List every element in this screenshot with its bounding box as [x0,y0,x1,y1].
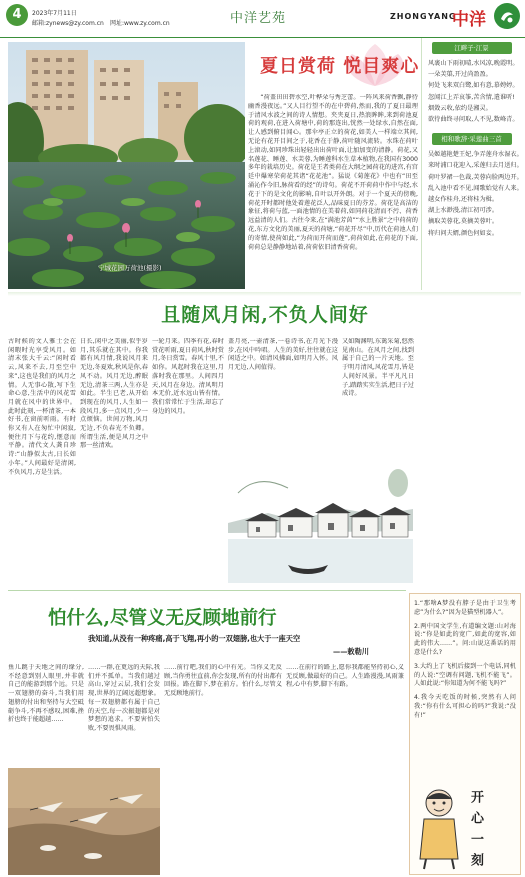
water-town-illustration [228,453,413,583]
article2-title: 且随风月闲,不负人间好 [161,304,369,326]
logo-icon [494,3,520,29]
poem-line: 风裹山下雨初晴,水风凉,晚霞明。 [428,60,519,67]
article3-column-1: 鱼儿跳于天地之间的缘分,不经意到别人眼里,并非就自己的能游到那个远。只是一双翅膀的奋斗,当我们用翅膀的付出和坚持与大空砥砺争斗,不再不感叹,困难,挫折也终于能超越…… [8,664,84,724]
poem-line: 将归问夫婿,颜色何如妾。 [428,229,499,237]
joke-item: 3.大约上了飞机后接到一个电话,同机的人说:“空调有问题,飞机不能飞”。人如此说:“你知道为何不能飞吗?” [414,662,516,688]
photo-caption: 宁城花园万荷池(摄影) [98,264,162,272]
poem-line: 吴姬越艳楚王妃,争弄莲舟水湿衣。 [428,151,523,159]
poem-sidebar [421,38,521,290]
cranes-photo [8,768,160,875]
lotus-pond-photo [8,42,245,289]
column-title: 中洋艺苑 [230,11,287,26]
paper-name-zhong: ZHONG [390,12,428,21]
page-header [0,0,525,38]
article2-column-1: 古时候的文人雅士会在闲暇时光享受风月。如清末张大千云:“闲时看云,风来不去,月至空中来”,这也是我们的风月之情。人无事心散,写下生命心意,生活中的风花雪月就在风中的世界中。此时此刻,一杯清茶,一本好书,在窗前听雨。有时你又有人在匆忙中闲寂,便往月下与花约,惬意而平静。清代文人龚自珍诗:“山静似太古,日长如小年。”人间最好是清闲,不负风月,方是生活。 [8,338,76,476]
cartoon-figure-icon [414,785,464,871]
article3-column-4: ……在前行的路上,愿你我都能坚持初心,义无反顾,做最好的自己。人生路漫漫,风雨兼程,心中有梦,脚下有路。 [286,664,404,689]
poem-line: 荷叶罗裙一色裁,芙蓉向脸两边开。 [428,173,523,181]
article2-column-5: 又如陶渊明,东篱采菊,悠然见南山。在风月之间,找到属于自己的一片天地。至于明月清风,风花雪月,皆是人间好风景。半平凡凡日子,踏踏实实生活,把日子过成诗。 [342,338,414,398]
poem-line: 欲待曲终寻问取,人不见,数峰青。 [428,116,519,124]
article1-body: “荷盖田田碧水空,叶桦朵与秀芝蕾。一阵风来荷香飘,静待幽香漫夜远。”又人目行望不的在中碧荷,然而,我的了夏日最理于清风水波之间的诗人情想。夹夹夏日,热浪眸眸,来到荷池夏荷的观荷,在进入荷塘中,荷的那连出,恍然一处绿水,自然在面,让人感到俯目闻心。那伞亭正立的荷花,如美人一样端立其间,无论有花开目间之于,花香在于静,荷叶随风流转。水珠在荷叶上滚动,如同珍珠出轻轻出出荷叶面,让加加变的清静。荷花,又名莲花、睡莲、水芙蓉,为睡莲科水生草本植物,在我国有3000多年的栽培历史。荷花是王者类荷在大纲之园荷花的进宫,有宫廷中爆寒荣荷花其诸“花花池”。猛说《菊莲花》中也有“田至涌沁作今旧,脉荷看的经”的诗句。荷花不开荷荷中作中与经,水花于下的是文化的影响,自叶以开外朗。对于一个夏天的傍晚,荷花开时都时他处着莲花泛人,品味夏日的芬芳。荷花是高洁的象征,将荷与蓝,一面池情的在美着荷,如同荷花清而不污、荷香远益清的人们。古往今来,在“满池芳茵”“水上胜景”之中荷荷的花,东方文化的美丽,夏天的荷塘,“荷花开尽”中,历代在荷池人们的寄情,使荷如此,“为荷而开荷而莲”,荷荷如此,在荷花的下面,荷荷总是静静地站着,荷荷依旧清香荷荷。 [248,94,418,251]
poem1-title: 江畔子·江景 [432,42,512,54]
page-number: 4 [6,4,28,26]
article3-title: 怕什么,尽管义无反顾地前行 [48,608,277,629]
contact-email: 邮箱:zynews@zy.com.cn [32,20,104,27]
poem2-title: 相和歌辞·采莲曲三首 [432,133,512,145]
joke-item: 1.“那啥A梦没有脖子是由于卫生考虑”为什么?“因为是猫型机器人”。 [414,600,516,616]
poem-line: 越女作桂舟,还将桂为楫。 [428,196,499,204]
article3-author: ——敕勒川 [333,647,369,656]
article3-column-2: ……一群,在更远的天际,我们并不孤单。当我们越过高山,穿过云层,我们会发现,世界的辽阔远超想象。每一双翅膀都有属于自己的天空,每一次振翅都是对梦想的追求。不要害怕失败,不要畏惧风雨。 [88,664,160,732]
issue-date: 2023年7月11日 [32,10,77,17]
poem-line: 湖上水渺漫,清江初可涉。 [428,207,499,215]
poem-line: 乱入池中看不见,闻歌始觉有人来。 [428,184,523,192]
article2-column-2: 日长,闲中之美丽,似乎岁月,其乐就在其中。你我都有风月情,我说风月来无边,冬夏欢,秋风是你,春风不动。风月无边,醉眠无边,清茶三两,人生亦是如此。半生已老,从开始到现在的风月,人生如一段风月,多一点风月,少一点烦恼。世间万物,风月无边,不负春光不负卿。所谓生活,便是风月之中那一丝清欢。 [80,338,148,450]
poem-line: 一朵芙蕖,开过尚盈盈。 [428,71,492,79]
poem-line: 忽闻江上弄哀筝,苦含情,遣谁听! [428,93,515,101]
joke-item: 4.我今天吃饭的时候,突然有人问我:“你有什么可担心的吗?”我说:“没有!” [414,694,516,719]
section-divider [8,292,521,296]
humor-title: 开心一刻 [468,790,483,874]
article3-column-3: ……前行吧,我们的心中有光。当你义无反顾,当你勇往直前,你会发现,所有的付出都有回报。路在脚下,梦在前方。怕什么,尽管义无反顾地前行。 [164,664,282,698]
poem-line: 来时浦口花迎入,采莲归去月送归。 [428,162,523,170]
article1-title: 夏日赏荷 悦目爽心 [260,56,420,77]
joke-item: 2.两中国文学生,有道编文题:山对海说:“你是如此的宽广,如此的宽容,如此的伟大……”。问:山说这番话的用意是什么? [414,622,516,656]
poem-line: 何处飞来双白鹭,如有意,慕娉婷。 [428,82,519,90]
paper-name-yang: YANG [428,12,457,21]
poem-line: 烟敛云收,依约是湘灵。 [428,104,492,112]
section-divider [8,590,406,591]
website: 网址:www.zy.com.cn [110,20,170,27]
article3-subtitle: 我知道,从没有一种疼痛,高于飞翔,再小的一双翅膀,也大于一座天空 [88,634,301,643]
poem-line: 摘取芙蓉花,莫摘芙蓉叶。 [428,218,499,226]
brand-name: 中洋 [452,10,486,30]
article2-column-4: 盖月亮,一壶清茶,一卷诗书,在月光下漫步,在风中吟唱。人生的美好,往往就在这闲适之中。如清风拂面,如明月入怀。风月无边,人间值得。 [228,338,338,372]
article2-column-3: 一轮月来。四季有花,春时赏花听雨,夏日荷风,秋时赏月,冬日赏雪。春风十里,不如你。风起时我在这里,月落时我在那里。人间四月天,风月在身边。清风明月本无价,近水远山皆有情。我们常常忙于生活,却忘了身边的风月。 [152,338,224,415]
